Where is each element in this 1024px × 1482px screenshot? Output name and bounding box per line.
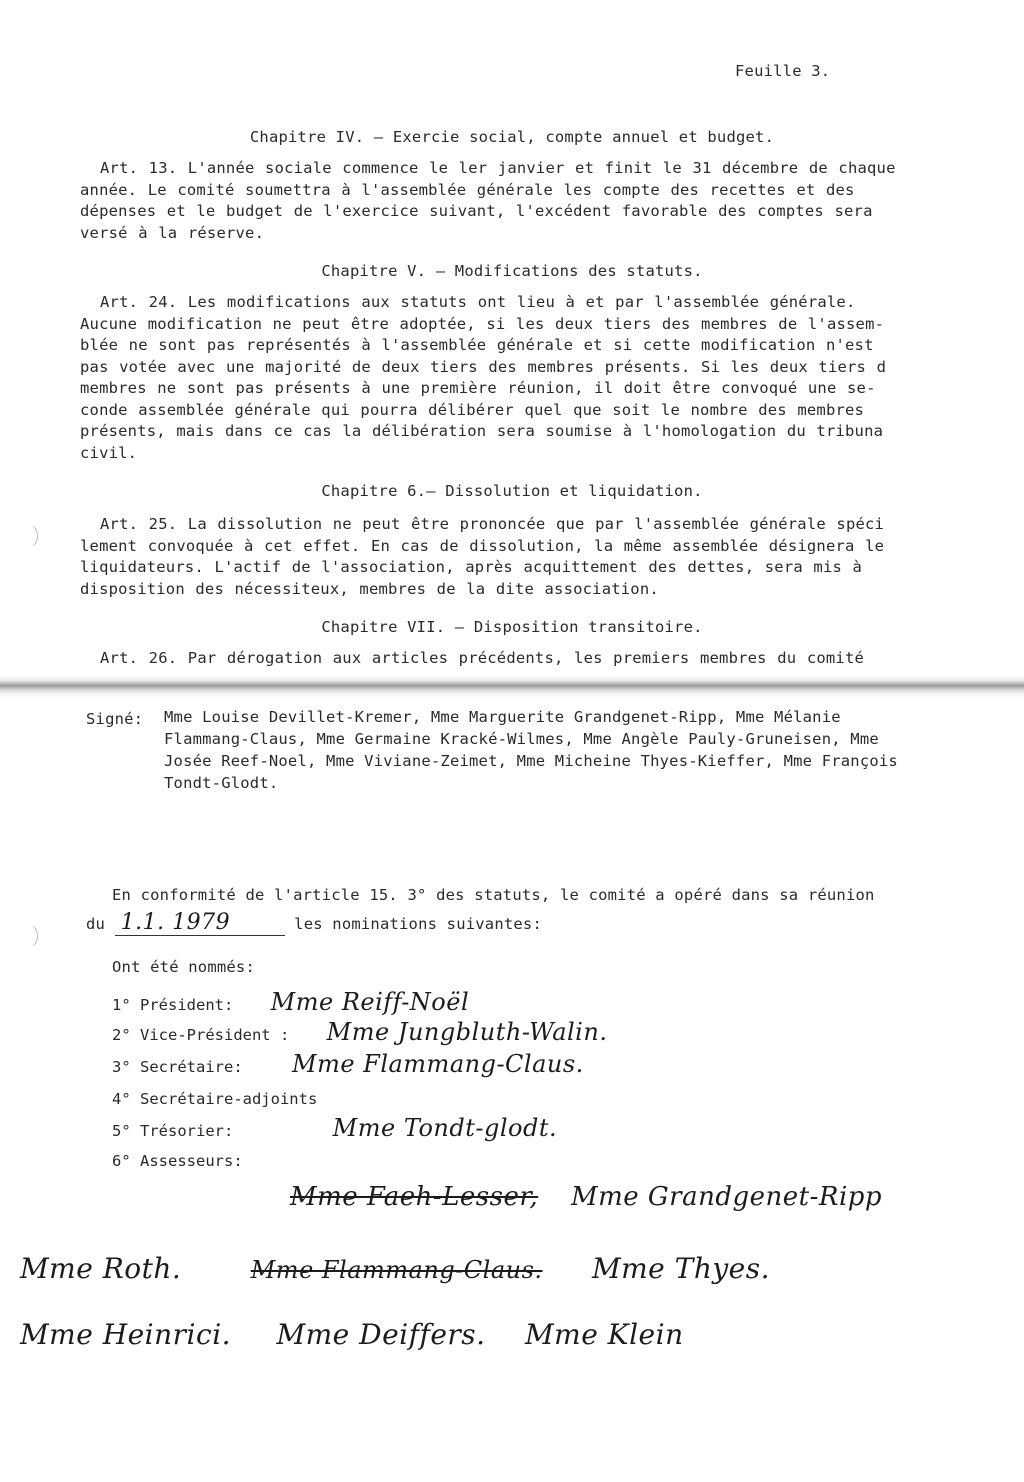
assessor-name: Mme Deiffers. xyxy=(276,1318,486,1351)
assessor-name: Mme Klein xyxy=(524,1318,684,1351)
text-line: membres ne sont pas présents à une première réunion, il doit être convoqué une se- xyxy=(80,379,876,397)
text-line: Mme Louise Devillet-Kremer, Mme Marguerite Grandgenet-Ripp, Mme Mélanie xyxy=(164,708,841,726)
text-line: disposition des nécessiteux, membres de la dite association. xyxy=(80,579,659,598)
text-line: Art. 26. Par dérogation aux articles précédents, les premiers membres du comité xyxy=(100,649,865,667)
date-suffix: les nominations suivantes: xyxy=(294,915,542,933)
article-25-paragraph xyxy=(80,514,1010,600)
article-13-paragraph xyxy=(80,158,1010,244)
article-26-paragraph xyxy=(80,648,1010,670)
chapter-4-title: Chapitre IV. — Exercie social, compte annuel et budget. xyxy=(249,128,775,146)
role-label: 4° Secrétaire-adjoints xyxy=(112,1090,318,1108)
role-label: 5° Trésorier: xyxy=(112,1122,234,1140)
nominations-date-line xyxy=(86,910,542,936)
article-24-paragraph xyxy=(80,292,1010,464)
text-line: lement convoquée à cet effet. En cas de dissolution, la même assemblée désignera le xyxy=(80,536,885,555)
text-line: Flammang-Claus, Mme Germaine Kracké-Wilmes, Mme Angèle Pauly-Gruneisen, Mme xyxy=(164,730,879,748)
text-line: versé à la réserve. xyxy=(80,223,265,242)
role-president xyxy=(112,988,469,1016)
struck-name: Mme Faeh-Lesser, xyxy=(290,1182,539,1212)
punch-hole xyxy=(10,922,38,950)
chapter-7-title: Chapitre VII. — Disposition transitoire. xyxy=(321,618,703,636)
text-line: Josée Reef-Noel, Mme Viviane-Zeimet, Mme Micheine Thyes-Kieffer, Mme François xyxy=(164,752,898,770)
assessor-name: Mme Grandgenet-Ripp xyxy=(570,1182,883,1212)
scan-seam xyxy=(0,676,1024,698)
date-prefix: du xyxy=(86,915,106,933)
text-line: Tondt-Glodt. xyxy=(164,774,279,792)
text-line: blée ne sont pas représentés à l'assemblée générale et si cette modification n'est xyxy=(80,336,874,354)
role-value: Mme Tondt-glodt. xyxy=(332,1114,558,1142)
role-label: 3° Secrétaire: xyxy=(112,1058,243,1076)
chapter-5-title: Chapitre V. — Modifications des statuts. xyxy=(321,262,703,280)
signatories-list xyxy=(164,706,898,794)
struck-name: Mme Flammang-Claus. xyxy=(250,1256,543,1284)
punch-hole xyxy=(10,522,38,550)
text-line: année. Le comité soumettra à l'assemblée générale les compte des recettes et des xyxy=(80,180,855,199)
role-treasurer xyxy=(112,1114,557,1142)
text-line: Art. 13. L'année sociale commence le ler janvier et finit le 31 décembre de chaque xyxy=(100,159,896,177)
assessor-name: Mme Roth. xyxy=(20,1252,182,1285)
role-value: Mme Flammang-Claus. xyxy=(292,1050,584,1078)
assessors-line-2 xyxy=(20,1252,770,1285)
role-value: Mme Reiff-Noël xyxy=(270,988,470,1016)
text-line: liquidateurs. L'actif de l'association, après acquittement des dettes, sera mis à xyxy=(80,558,863,576)
assessor-name: Mme Thyes. xyxy=(591,1252,771,1285)
handwritten-date: 1.1. 1979 xyxy=(120,910,231,935)
role-label: 6° Assesseurs: xyxy=(112,1152,243,1170)
role-assessors xyxy=(112,1144,243,1172)
role-label: 2° Vice-Président : xyxy=(112,1026,290,1044)
text-line: dépenses et le budget de l'exercice suivant, l'excédent favorable des comptes sera xyxy=(80,202,873,220)
text-line: Aucune modification ne peut être adoptée, si les deux tiers des membres de l'assem- xyxy=(80,314,885,333)
assessors-line-3 xyxy=(20,1318,684,1351)
assessors-line-1 xyxy=(290,1182,882,1212)
nominations-intro: En conformité de l'article 15. 3° des statuts, le comité a opéré dans sa réunion xyxy=(112,886,875,904)
text-line: présents, mais dans ce cas la délibération sera soumise à l'homologation du tribuna xyxy=(80,422,884,440)
chapter-6-title: Chapitre 6.— Dissolution et liquidation. xyxy=(321,482,703,500)
meeting-date xyxy=(115,910,285,936)
text-line: civil. xyxy=(80,443,138,462)
role-vice-president xyxy=(112,1018,607,1046)
text-line: pas votée avec une majorité de deux tiers des membres présents. Si les deux tiers d xyxy=(80,357,887,376)
assessor-name: Mme Heinrici. xyxy=(20,1318,232,1351)
sheet-label: Feuille 3. xyxy=(735,62,831,80)
nominations-heading: Ont été nommés: xyxy=(112,958,255,976)
signed-label: Signé: xyxy=(86,710,144,728)
role-secretary xyxy=(112,1050,584,1078)
role-value: Mme Jungbluth-Walin. xyxy=(326,1018,608,1046)
text-line: Art. 24. Les modifications aux statuts ont lieu à et par l'assemblée générale. xyxy=(100,293,856,311)
text-line: Art. 25. La dissolution ne peut être prononcée que par l'assemblée générale spéci xyxy=(100,515,885,533)
role-assistant-secretaries xyxy=(112,1082,317,1110)
role-label: 1° Président: xyxy=(112,996,234,1014)
text-line: conde assemblée générale qui pourra délibérer quel que soit le nombre des membres xyxy=(80,400,865,419)
